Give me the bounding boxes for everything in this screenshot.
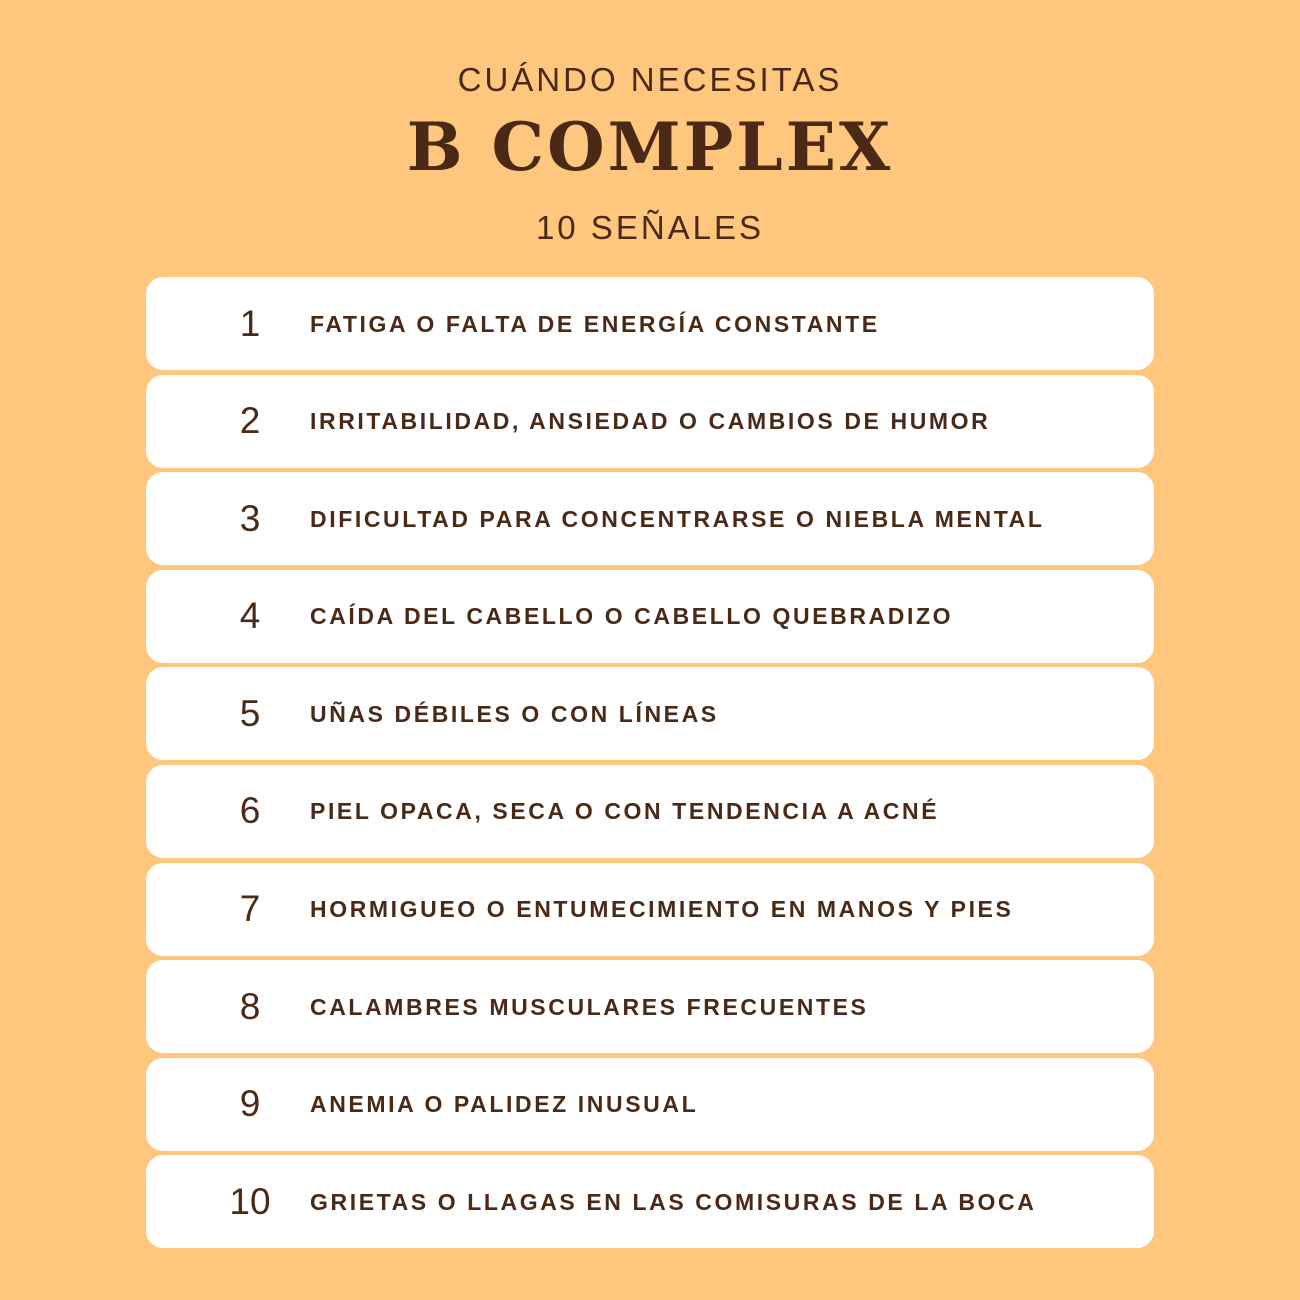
item-number: 4: [239, 595, 261, 637]
item-number: 10: [229, 1180, 271, 1222]
item-label: CAÍDA DEL CABELLO O CABELLO QUEBRADIZO: [310, 603, 954, 630]
item-number: 8: [239, 985, 261, 1027]
item-number: 1: [239, 302, 261, 344]
item-number: 9: [239, 1083, 261, 1125]
page-title: B COMPLEX: [406, 108, 894, 186]
item-label: UÑAS DÉBILES O CON LÍNEAS: [310, 700, 719, 727]
list-item: [146, 277, 1154, 370]
list-item: [146, 1155, 1154, 1248]
item-label: HORMIGUEO O ENTUMECIMIENTO EN MANOS Y PIES: [310, 896, 1014, 923]
item-label: CALAMBRES MUSCULARES FRECUENTES: [310, 993, 869, 1020]
item-label: GRIETAS O LLAGAS EN LAS COMISURAS DE LA BOCA: [310, 1188, 1037, 1215]
item-label: FATIGA O FALTA DE ENERGÍA CONSTANTE: [310, 310, 880, 337]
kicker-text: CUÁNDO NECESITAS: [457, 61, 843, 98]
list-item: [146, 960, 1154, 1053]
item-number: 5: [239, 692, 261, 734]
list-item: [146, 1058, 1154, 1151]
list-item: [146, 375, 1154, 468]
list-item: [146, 863, 1154, 956]
list-item: [146, 570, 1154, 663]
item-number: 2: [239, 400, 261, 442]
item-number: 6: [239, 790, 261, 832]
item-number: 7: [239, 888, 261, 930]
item-number: 3: [239, 497, 261, 539]
item-label: PIEL OPACA, SECA O CON TENDENCIA A ACNÉ: [310, 798, 940, 825]
signs-list: [146, 277, 1154, 1253]
list-item: [146, 765, 1154, 858]
item-label: ANEMIA O PALIDEZ INUSUAL: [310, 1091, 699, 1118]
list-item: [146, 667, 1154, 760]
item-label: DIFICULTAD PARA CONCENTRARSE O NIEBLA MENTAL: [310, 505, 1045, 532]
subtitle-text: 10 SEÑALES: [535, 209, 765, 246]
item-label: IRRITABILIDAD, ANSIEDAD O CAMBIOS DE HUMOR: [310, 408, 991, 435]
list-item: [146, 472, 1154, 565]
